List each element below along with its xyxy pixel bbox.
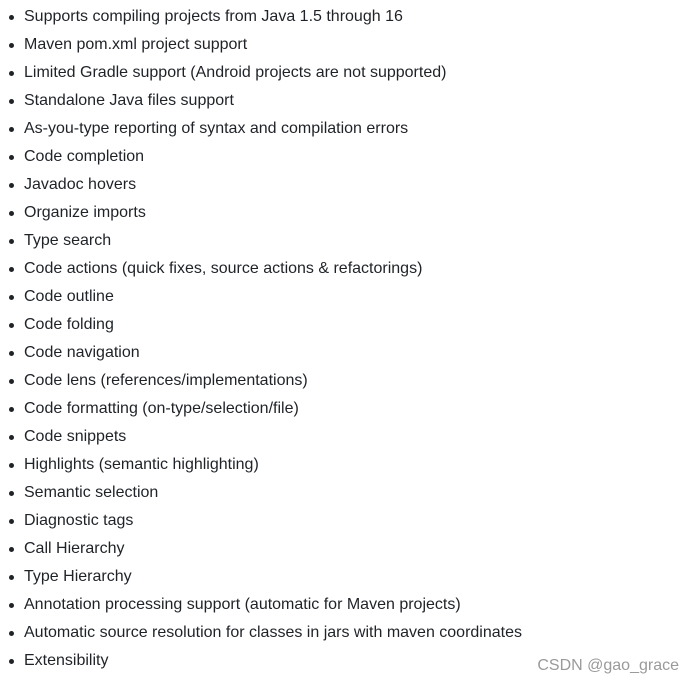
list-item <box>0 199 693 227</box>
bullet-icon <box>9 323 14 328</box>
list-item-text: Annotation processing support (automatic for Maven projects) <box>24 596 461 613</box>
bullet-icon <box>9 491 14 496</box>
bullet-icon <box>9 351 14 356</box>
list-item-text: Automatic source resolution for classes in jars with maven coordinates <box>24 624 522 641</box>
list-item-text: Code folding <box>24 316 114 333</box>
bullet-icon <box>9 519 14 524</box>
bullet-icon <box>9 155 14 160</box>
list-item <box>0 227 693 255</box>
bullet-icon <box>9 407 14 412</box>
list-item <box>0 507 693 535</box>
list-item-text: Organize imports <box>24 204 146 221</box>
bullet-icon <box>9 603 14 608</box>
bullet-icon <box>9 43 14 48</box>
list-item-text: Standalone Java files support <box>24 92 234 109</box>
feature-list <box>0 3 693 675</box>
list-item-text: Type search <box>24 232 112 249</box>
list-item-text: Maven pom.xml project support <box>24 36 248 53</box>
bullet-icon <box>9 659 14 664</box>
bullet-icon <box>9 267 14 272</box>
list-item-text: Code lens (references/implementations) <box>24 372 308 389</box>
list-item <box>0 367 693 395</box>
bullet-icon <box>9 295 14 300</box>
list-item <box>0 283 693 311</box>
list-item <box>0 143 693 171</box>
list-item-text: Code navigation <box>24 344 140 361</box>
bullet-icon <box>9 99 14 104</box>
list-item-text: Code snippets <box>24 428 127 445</box>
watermark: CSDN @gao_grace <box>537 657 679 674</box>
list-item-text: Diagnostic tags <box>24 512 134 529</box>
list-item <box>0 339 693 367</box>
list-item-text: Highlights (semantic highlighting) <box>24 456 259 473</box>
bullet-icon <box>9 547 14 552</box>
bullet-icon <box>9 631 14 636</box>
bullet-icon <box>9 183 14 188</box>
list-item-text: Extensibility <box>24 652 109 669</box>
bullet-icon <box>9 127 14 132</box>
list-item <box>0 423 693 451</box>
list-item-text: Code outline <box>24 288 114 305</box>
list-item-text: Semantic selection <box>24 484 159 501</box>
list-item <box>0 31 693 59</box>
bullet-icon <box>9 379 14 384</box>
list-item <box>0 591 693 619</box>
list-item <box>0 115 693 143</box>
bullet-icon <box>9 71 14 76</box>
bullet-icon <box>9 211 14 216</box>
list-item-text: Supports compiling projects from Java 1.5 through 16 <box>24 8 403 25</box>
list-item-text: Code completion <box>24 148 145 165</box>
list-item <box>0 619 693 647</box>
bullet-icon <box>9 435 14 440</box>
bullet-icon <box>9 463 14 468</box>
list-item-text: Code formatting (on-type/selection/file) <box>24 400 299 417</box>
list-item-text: Javadoc hovers <box>24 176 137 193</box>
list-item-text: As-you-type reporting of syntax and compilation errors <box>24 120 409 137</box>
list-item <box>0 479 693 507</box>
list-item <box>0 255 693 283</box>
list-item-text: Limited Gradle support (Android projects are not supported) <box>24 64 447 81</box>
list-item <box>0 87 693 115</box>
list-item-text: Code actions (quick fixes, source actions & refactorings) <box>24 260 423 277</box>
list-item <box>0 59 693 87</box>
list-item <box>0 535 693 563</box>
list-item <box>0 3 693 31</box>
bullet-icon <box>9 15 14 20</box>
bullet-icon <box>9 575 14 580</box>
list-item <box>0 171 693 199</box>
list-item <box>0 311 693 339</box>
list-item <box>0 563 693 591</box>
bullet-icon <box>9 239 14 244</box>
list-item <box>0 451 693 479</box>
list-item-text: Call Hierarchy <box>24 540 125 557</box>
list-item-text: Type Hierarchy <box>24 568 132 585</box>
list-item <box>0 395 693 423</box>
